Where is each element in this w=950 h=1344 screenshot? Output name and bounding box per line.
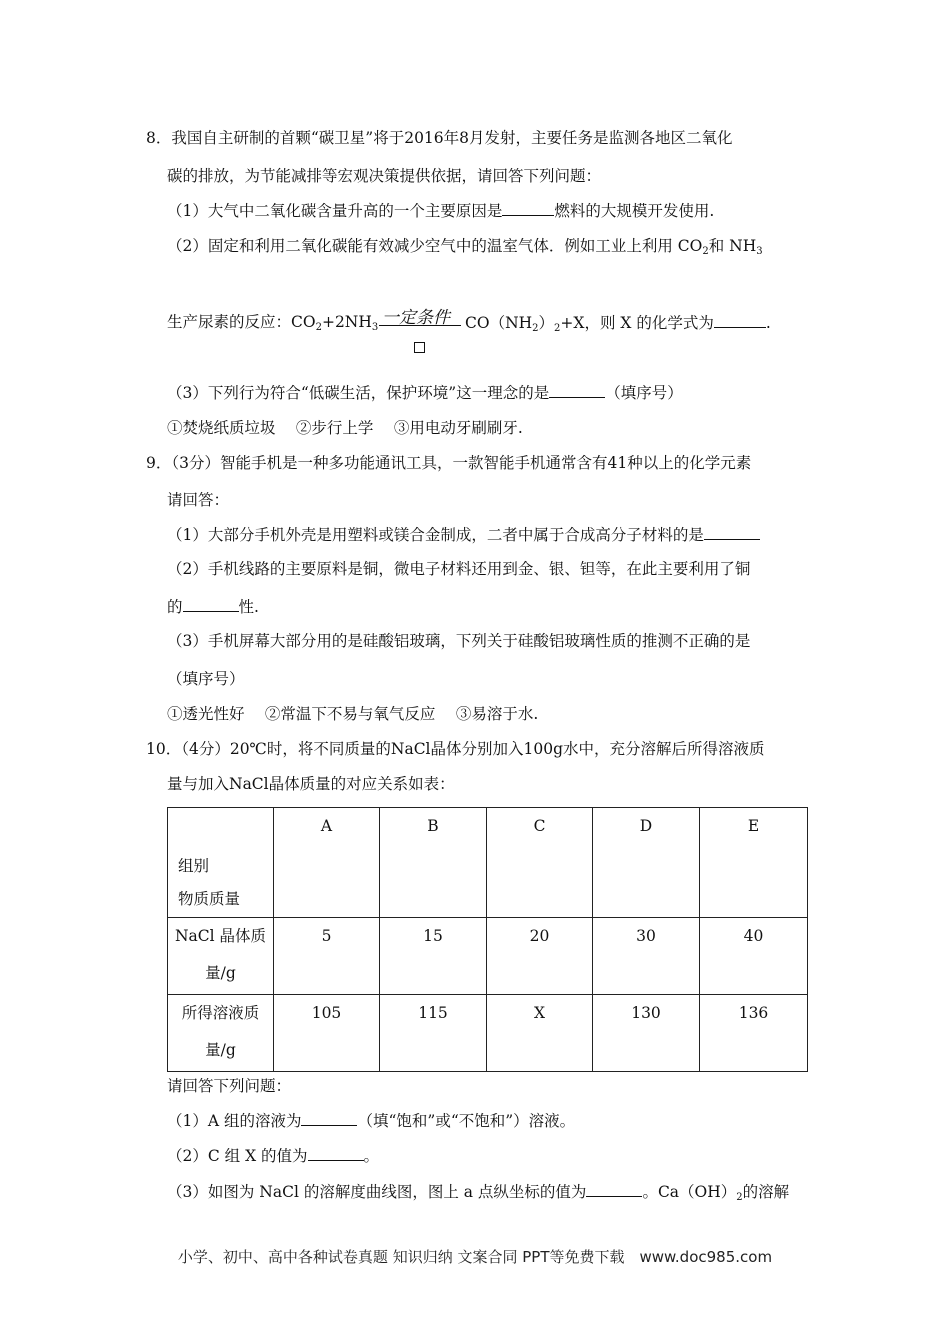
answer-blank <box>549 382 605 398</box>
table-row <box>168 918 808 995</box>
table-cell: 20 <box>487 918 593 995</box>
q8-reaction-line-right: $CO(NH_2)_2+X$，则 X 的化学式为 . <box>465 314 771 334</box>
answer-blank <box>301 1110 357 1126</box>
q9-line-2: 请回答： <box>167 491 230 509</box>
q9-line-1: 9．（3分）智能手机是一种多功能通讯工具，一款智能手机通常含有41种以上的化学元素 <box>146 454 752 472</box>
table-header-cell: C <box>487 808 593 918</box>
table-cell: 15 <box>380 918 487 995</box>
q10-part-2: （2）C 组 X 的值为 。 <box>167 1147 380 1165</box>
answer-blank <box>308 1145 364 1161</box>
table-header-row <box>168 808 808 918</box>
q9-options: ①透光性好 ②常温下不易与氧气反应 ③易溶于水. <box>167 705 539 723</box>
reaction-arrow-line <box>379 325 461 326</box>
q8-line-2: 碳的排放，为节能减排等宏观决策提供依据，请回答下列问题： <box>167 167 602 185</box>
page-footer: 小学、初中、高中各种试卷真题 知识归纳 文案合同 PPT等免费下载 www.doc985.com <box>177 1248 773 1266</box>
table-cell: 130 <box>593 995 700 1072</box>
table-header-cell: B <box>380 808 487 918</box>
q8-part-3: （3）下列行为符合“低碳生活，保护环境”这一理念的是 （填序号） <box>167 384 683 402</box>
q9-part-3-cont: （填序号） <box>167 670 245 688</box>
table-cell: X <box>487 995 593 1072</box>
q10-line-2: 量与加入NaCl晶体质量的对应关系如表： <box>167 775 455 793</box>
table-cell: 115 <box>380 995 487 1072</box>
q8-line-1: 8．我国自主研制的首颗“碳卫星”将于2016年8月发射，主要任务是监测各地区二氧化 <box>146 129 733 147</box>
q9-part-2-cont: 的 性. <box>167 598 259 616</box>
answer-blank <box>714 312 766 328</box>
table-header-cell: D <box>593 808 700 918</box>
reaction-condition: 一定条件 <box>382 308 450 328</box>
q10-line-1: 10．（4分）20℃时，将不同质量的NaCl晶体分别加入100g水中，充分溶解后所得溶液质 <box>146 740 765 758</box>
table-row-label: 所得溶液质 量/g <box>168 995 274 1072</box>
q10-ask: 请回答下列问题： <box>167 1077 292 1095</box>
q9-part-3: （3）手机屏幕大部分用的是硅酸铝玻璃，下列关于硅酸铝玻璃性质的推测不正确的是 <box>167 632 751 650</box>
table-row-label: NaCl 晶体质 量/g <box>168 918 274 995</box>
table-cell: 30 <box>593 918 700 995</box>
table-row <box>168 995 808 1072</box>
answer-blank <box>586 1181 642 1197</box>
table-cell: 40 <box>700 918 808 995</box>
corner-label-quantity: 物质质量 <box>178 890 241 908</box>
answer-blank <box>183 596 239 612</box>
answer-blank <box>502 200 554 216</box>
table-corner-cell <box>168 808 274 918</box>
q8-reaction-line: 生产尿素的反应：$CO_2+2NH_3$ <box>167 313 379 333</box>
answer-blank <box>704 524 760 540</box>
q9-part-2: （2）手机线路的主要原料是铜，微电子材料还用到金、银、钽等，在此主要利用了铜 <box>167 560 751 578</box>
square-icon <box>414 342 425 353</box>
q10-part-3: （3）如图为 NaCl 的溶解度曲线图，图上 a 点纵坐标的值为 。$Ca(OH)_2$的溶解 <box>167 1183 790 1203</box>
data-table <box>167 807 808 1072</box>
table-cell: 5 <box>274 918 380 995</box>
q8-options: ①焚烧纸质垃圾 ②步行上学 ③用电动牙刷刷牙. <box>167 419 523 437</box>
q8-part-1: （1）大气中二氧化碳含量升高的一个主要原因是 燃料的大规模开发使用. <box>167 202 715 220</box>
table-header-cell: A <box>274 808 380 918</box>
corner-label-group: 组别 <box>178 857 210 875</box>
table-cell: 136 <box>700 995 808 1072</box>
q10-part-1: （1）A 组的溶液为 （填“饱和”或“不饱和”）溶液。 <box>167 1112 576 1130</box>
q9-part-1: （1）大部分手机外壳是用塑料或镁合金制成，二者中属于合成高分子材料的是 <box>167 524 760 545</box>
table-header-cell: E <box>700 808 808 918</box>
table-cell: 105 <box>274 995 380 1072</box>
q8-part-2: （2）固定和利用二氧化碳能有效减少空气中的温室气体．例如工业上利用 $CO_2$和 $NH_3$ <box>167 237 763 257</box>
